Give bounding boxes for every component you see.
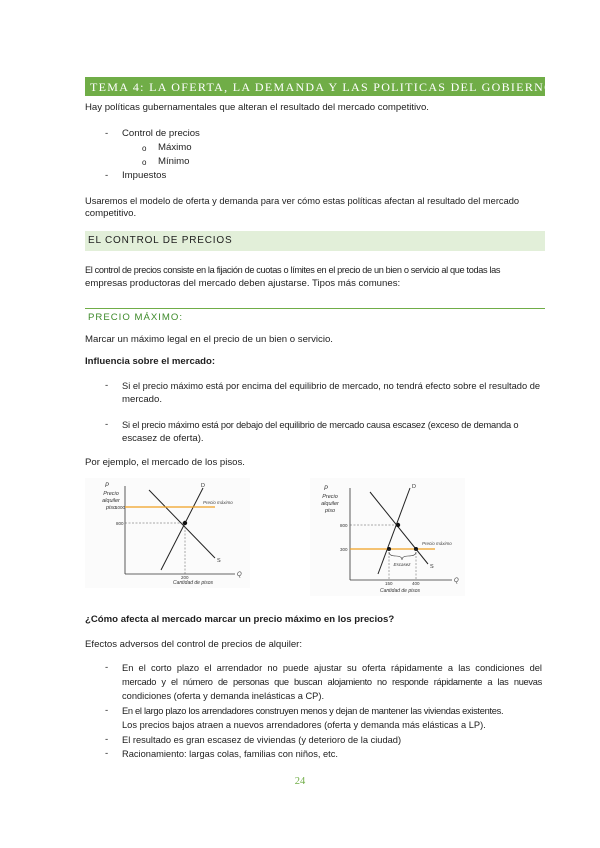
influencia-heading: Influencia sobre el mercado: <box>85 356 216 367</box>
section-heading: EL CONTROL DE PRECIOS <box>88 235 233 246</box>
y-axis-label: piso <box>324 508 336 514</box>
price-ceiling-label: Precio máximo <box>203 500 233 505</box>
chart-price-ceiling-below <box>310 478 465 596</box>
y-tick-label: 800 <box>340 523 348 528</box>
x-axis-label: Cantidad de pisos <box>172 580 214 586</box>
intro-text: Hay políticas gubernamentales que alteran el resultado del mercado competitivo. <box>85 102 429 113</box>
supply-label: D <box>201 483 205 489</box>
subsection-rule <box>85 308 545 309</box>
chart-price-ceiling-above <box>85 478 250 588</box>
demand-label: S <box>430 564 434 570</box>
y-axis-label: Precio <box>103 491 119 497</box>
efectos-text: Efectos adversos del control de precios de alquiler: <box>85 639 303 650</box>
example-text: Por ejemplo, el mercado de los pisos. <box>85 457 245 468</box>
y-tick-label: 1000 <box>115 505 126 510</box>
list-dash: - <box>105 662 109 673</box>
equilibrium-point <box>396 523 400 527</box>
effect2-line1: En el largo plazo los arrendadores construyen menos y dejan de mantener las viviendas existentes. <box>122 706 504 716</box>
page-number: 24 <box>294 776 306 787</box>
influence1-line1: Si el precio máximo está por encima del equilibrio de mercado, no tendrá efecto sobre el resultado de <box>122 381 541 391</box>
list-dash: - <box>105 705 109 716</box>
y-axis-label: alquiler <box>102 498 120 504</box>
x-tick-label: 200 <box>181 575 189 580</box>
list-dash: - <box>105 380 109 391</box>
x-axis-label: Cantidad de pisos <box>379 588 421 594</box>
effect3-text: El resultado es gran escasez de viviendas (y deterioro de la ciudad) <box>122 735 402 745</box>
sub-bullet-icon: o <box>142 144 147 153</box>
x-tick-label: 150 <box>385 581 393 586</box>
effect4-text: Racionamiento: largas colas, familias con niños, etc. <box>122 749 338 759</box>
equilibrium-point <box>183 521 187 525</box>
question-heading: ¿Cómo afecta al mercado marcar un precio máximo en los precios? <box>85 614 395 625</box>
control-line2: empresas productoras del mercado deben ajustarse. Tipos más comunes: <box>85 278 401 289</box>
axis-q-label: Q <box>237 572 242 578</box>
y-axis-label: Precio <box>322 494 338 500</box>
list-subitem-minimo: Mínimo <box>158 156 190 167</box>
influence1-line2: mercado. <box>122 394 162 405</box>
list-dash: - <box>105 128 109 139</box>
list-dash: - <box>105 734 109 745</box>
y-axis-label: alquiler <box>321 501 339 507</box>
usaremos-line2: competitivo. <box>85 208 137 219</box>
max-definition: Marcar un máximo legal en el precio de un bien o servicio. <box>85 334 333 345</box>
list-subitem-maximo: Máximo <box>158 142 192 153</box>
influence2-line1: Si el precio máximo está por debajo del equilibrio de mercado causa escasez (exceso de demanda o <box>122 420 519 430</box>
shortage-label: Escasez <box>393 562 411 567</box>
supply-label: D <box>412 484 416 490</box>
control-line1: El control de precios consiste en la fijación de cuotas o límites en el precio de un bien o servicio al que todas las <box>85 265 501 275</box>
axis-p-label: P <box>324 486 329 492</box>
usaremos-line1: Usaremos el modelo de oferta y demanda para ver cómo estas políticas afectan al resultado del mercado <box>85 196 520 206</box>
price-ceiling-label: Precio máximo <box>422 541 452 546</box>
list-item-impuestos: Impuestos <box>122 170 167 181</box>
influence2-line2: escasez de oferta). <box>122 433 204 444</box>
axis-q-label: Q <box>454 578 459 584</box>
sub-bullet-icon: o <box>142 158 147 167</box>
y-axis-label: piso <box>105 505 117 511</box>
effect1-line1: En el corto plazo el arrendador no puede ajustar su oferta rápidamente a las condiciones del <box>122 663 542 673</box>
axis-p-label: P <box>105 483 110 489</box>
list-dash: - <box>105 748 109 759</box>
y-tick-label: 300 <box>340 547 348 552</box>
page-title: TEMA 4: LA OFERTA, LA DEMANDA Y LAS POLITICAS DEL GOBIERNO <box>90 80 555 94</box>
x-tick-label: 400 <box>412 581 420 586</box>
y-tick-label: 800 <box>116 521 124 526</box>
effect2-line2: Los precios bajos atraen a nuevos arrendadores (oferta y demanda más elásticas a LP). <box>122 720 486 730</box>
list-dash: - <box>105 170 109 181</box>
demand-label: S <box>217 558 221 564</box>
effect1-line3: condiciones (oferta y demanda inelásticas a CP). <box>122 691 325 701</box>
effect1-line2: mercado y el número de personas que buscan alojamiento no responde rápidamente a las nuevas <box>122 677 542 687</box>
list-item-control: Control de precios <box>122 128 200 139</box>
subsection-heading: PRECIO MÁXIMO: <box>88 312 184 323</box>
list-dash: - <box>105 419 109 430</box>
